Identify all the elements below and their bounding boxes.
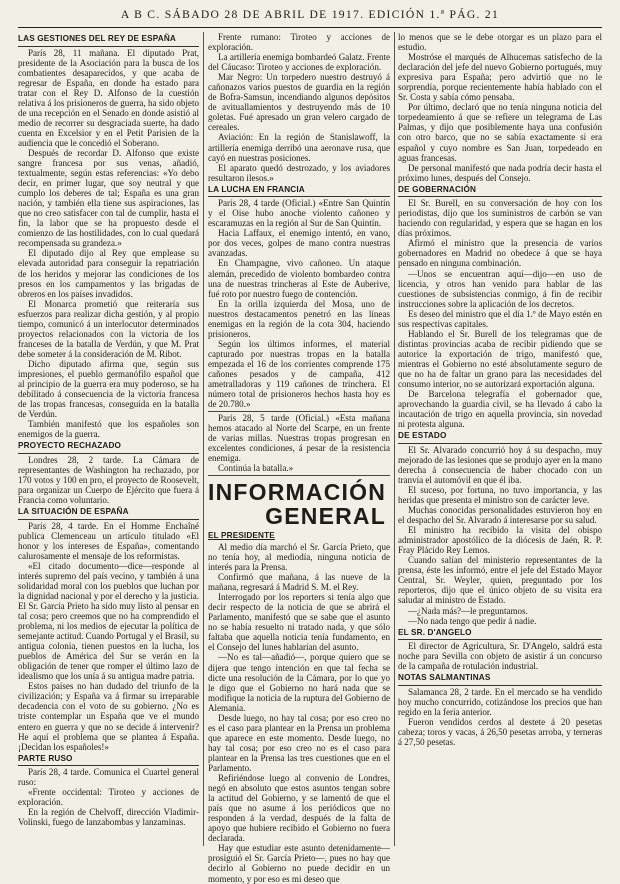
paragraph: París 28, 4 tarde. Comunica el Cuartel general ruso:: [18, 767, 199, 788]
paragraph: —No es tal—añadió—, porque quiero que se dijera que tengo intención en que tal fecha se dicte una resolución de la Cámara, por lo que yo le digo que el Gobierno no hará nada que se modifique la noticia de la ruptura del Gobierno de Alemania.: [208, 652, 390, 713]
paragraph: Mostróse el marqués de Alhucemas satisfecho de la declaración del jefe del nuevo Gobierno portugués, muy expresiva para España; pero advirtió que no le sorprendía, porque recientemente había hablado con el Sr. Costa y sabía cómo pensaba.: [398, 52, 602, 103]
paragraph: Dicho diputado afirma que, según sus impresiones, el pueblo germanófilo español que al principio de la guerra era muy poderoso, se ha debilitado á consecuencia de la victoria francesa de las tropas francesas, conseguida en la batalla de Verdún.: [18, 358, 199, 420]
paragraph: lo menos que se le debe otorgar es un plazo para el estudio.: [398, 32, 602, 53]
paragraph: El suceso, por fortuna, no tuvo importancia, y las heridas que presenta el ministro son de carácter leve.: [398, 484, 602, 506]
paragraph: Frente rumano: Tiroteo y acciones de exploración.: [208, 32, 390, 53]
paragraph: París 28, 4 tarde. En el Homme Enchaîné publica Clemenceau un artículo titulado «El honor y los intereses de España», comentando calurosamente el mensaje de los reformistas.: [18, 520, 199, 561]
paragraph: Al medio día marchó el Sr. García Prieto, que no tenía hoy, al mediodía, ninguna noticia de interés para la Prensa.: [208, 541, 390, 573]
paragraph: Confirmó que mañana, á las nueve de la mañana, regresará á Madrid S. M. el Rey.: [208, 572, 390, 593]
section-banner-informacion: INFORMACIÓN: [208, 479, 387, 506]
section-banner-general: GENERAL: [265, 503, 386, 530]
paragraph: Cuando salían del ministerio representantes de la prensa, éste les informó, entre el jefe del Estado Mayor Central, Sr. Weyler, quien, preguntado por los reporteros, dijo que el único objeto de su visita era saludar al ministro de Estado.: [398, 555, 602, 606]
paragraph: Salamanca 28, 2 tarde. En el mercado se ha vendido hoy mucho concurrido, cotizándose los precios que han regido en la feria anterior.: [398, 686, 602, 717]
paragraph: Después de recordar D. Alfonso que existe sangre francesa por sus venas, añadió, textualmente, según estas referencias: «Yo debo decir, en primer lugar, que soy neutral y que cumplo los deberes de tal; España es una gran nación, y también ella tiene sus aspiraciones, las que no creo satisfacer con tal de cumplir, hasta el fin, la labor que se ha propuesto desde el comienzo de las hostilidades, con lo cual quedará recompensada su grandeza.»: [18, 147, 199, 249]
headline-sr-dangelo: EL SR. D'ANGELO: [398, 628, 602, 641]
paragraph: —Unos se encuentran aquí—dijo—en uso de licencia, y otros han venido para hablar de las cuestiones de subsistencias conmigo, á fin de recibir instrucciones sobre la aplicación de los decretos.: [398, 268, 602, 309]
paragraph: Afirmó el ministro que la presencia de varios gobernadores en Madrid no obedece á que se haya pensado en ninguna combinación.: [398, 238, 602, 269]
paragraph: Hay que estudiar este asunto detenidamente—prosiguió el Sr. García Prieto—, pues no hay que decirlo al Gobierno no puede decidir en un momento, y por eso es mi deseo que: [208, 843, 390, 884]
paragraph: París 28, 4 tarde (Oficial.) «Entre San Quintín y el Oise hubo anoche violento cañoneo y escaramuzas en la región al Sur de San Quintín.: [208, 198, 390, 229]
paragraph: Hacia Laffaux, el enemigo intentó, en vano, por dos veces, golpes de mano contra nuestras avanzadas.: [208, 228, 390, 259]
paragraph: El Monarca prometió que reiteraría sus esfuerzos para realizar dicha gestión, y al propio tiempo, comunicó á un interlocutor determinados proyectos relacionados con la victoria de los franceses de la batalla de Verdún, y que M. Prat debe someter á la consideración de M. Ribot.: [18, 298, 199, 359]
paragraph: Mar Negro: Un torpedero nuestro destruyó á cañonazos varios puestos de guardia en la región de Bofra-Samsun, incendiando algunos depósitos de avituallamientos y destruyendo más de 10 goletas. Fué apresado un gran velero cargado de cereales.: [208, 72, 390, 133]
paragraph: París 28, 5 tarde (Oficial.) «Esta mañana hemos atacado al Norte del Scarpe, en un frente de varias millas. Nuestras tropas progresan en excelentes condiciones, á pesar de la resistencia enemiga.: [208, 413, 390, 464]
paragraph: El Sr. Burell, en su conversación de hoy con los periodistas, dijo que los suministros de carbón se van haciendo con regularidad, y espera que se hagan en los días próximos.: [398, 198, 602, 239]
paragraph: El Sr. Alvarado concurrió hoy á su despacho, muy mejorado de las lesiones que se produjo ayer en la mano derecha á consecuencia de haber chocado con un tranvía el automóvil en que él iba.: [398, 444, 602, 485]
paragraph: En la orilla izquierda del Mosa, uno de nuestros destacamentos penetró en las líneas enemigas en la región de la cota 304, haciendo prisioneros.: [208, 298, 390, 339]
headline-lucha-francia: LA LUCHA EN FRANCIA: [208, 185, 390, 198]
headline-notas-salmantinas: NOTAS SALMANTINAS: [398, 673, 602, 686]
column-1: [18, 32, 199, 846]
paragraph: Por último, declaró que no tenía ninguna noticia del torpedeamiento á que se refiere un telegrama de Las Palmas, y dijo que posiblemente haya una confusión con otro barco, que no se sabía exactamente si era español y cuyo nombre es San Juan, torpedeado en aguas francesas.: [398, 102, 602, 163]
paragraph: También manifestó que los españoles son enemigos de la guerra.: [18, 419, 199, 440]
paragraph: Hablando el Sr. Burell de los telegramas que de distintas provincias acaba de recibir pidiendo que se autorice la exportación de trigo, manifestó que, mientras el Gobierno no esté absolutamente seguro de que no ha de faltar un grano para las necesidades del consumo interior, no se autorizará exportación alguna.: [398, 328, 602, 390]
paragraph: De Barcelona telegrafía el gobernador que, aprovechando la guardia civil, se ha llevado á cabo la incautación de trigo en aquella provincia, sin novedad ni protesta alguna.: [398, 389, 602, 430]
paragraph: Aviación: En la región de Stanislawoff, la artillería enemiga derribó una aeronave rusa, que cayó en nuestras posiciones.: [208, 132, 390, 163]
headline-de-estado: DE ESTADO: [398, 431, 602, 444]
headline-gestiones-rey: LAS GESTIONES DEL REY DE ESPAÑA: [18, 34, 199, 47]
section-divider: [208, 475, 390, 476]
paragraph: De personal manifestó que nada podría decir hasta el próximo lunes, después del Consejo.: [398, 162, 602, 183]
paragraph: Es deseo del ministro que el día 1.º de Mayo estén en sus respectivas capitales.: [398, 308, 602, 329]
paragraph: «Frente occidental: Tiroteo y acciones de exploración.: [18, 787, 199, 808]
paragraph: Estos países no han dudado del triunfo de la civilización; y España va á firmar su irreparable decadencia con el voto de su gobierno. ¿No es triste contemplar un España que ve el mundo entero en guerra y que no se decide á intervenir? He aquí el problema que se plantea á España. ¡Decidan los españoles!»: [18, 681, 199, 752]
headline-parte-ruso: PARTE RUSO: [18, 754, 199, 767]
paragraph: París 28, 11 mañana. El diputado Prat, presidente de la Asociación para la busca de los combatientes desaparecidos, y que acaba de regresar de España, en donde ha estado para tratar con el Rey D. Alfonso de la cuestión relativa á los prisioneros de guerra, ha sido objeto de una recepción en el Senado en donde asistió al medio de recorrer su desgraciada suerte, ha dado cuenta en Excelsior y en el Petit Parisien de la audiencia que le concedió el Soberano.: [18, 47, 199, 148]
paragraph: El aparato quedó destrozado, y los aviadores resultaron ilesos.»: [208, 162, 390, 183]
headline-el-presidente: EL PRESIDENTE: [208, 531, 275, 541]
paragraph: Continúa la batalla.»: [218, 463, 294, 474]
paragraph: Londres 28, 2 tarde. La Cámara de representantes de Washington ha rechazado, por 170 votos y 100 en pro, el proyecto de Roosevelt, para organizar un Cuerpo de Ejército que fuera á Francia como voluntario.: [18, 454, 199, 506]
paragraph: En la región de Chelvoff, dirección Vladimir-Volinski, fuego de lanzabombas y lanzaminas.: [18, 807, 199, 828]
paragraph: Fueron vendidos cerdos al destete á 20 pesetas cabeza; toros y vacas, á 26,50 pesetas arroba, y terneras á 27,50 pesetas.: [398, 716, 602, 747]
paragraph: La artillería enemiga bombardeó Galatz. Frente del Cáucaso: Tiroteo y acciones de exploración.: [208, 52, 390, 73]
headline-situacion-espana: LA SITUACIÓN DE ESPAÑA: [18, 507, 199, 520]
paragraph: El director de Agricultura, Sr. D'Angelo, saldrá esta noche para Sevilla con objeto de asistir á un concurso de la campaña de rotulación industrial.: [398, 641, 602, 672]
section-divider: [208, 411, 390, 412]
paragraph: El ministro ha recibido la visita del obispo administrador apostólico de la diócesis de Jaén, R. P. Fray Plácido Rey Lemos.: [398, 525, 602, 556]
headline-proyecto-rechazado: PROYECTO RECHAZADO: [18, 441, 199, 454]
column-3: [398, 32, 602, 846]
headline-de-gobernacion: DE GOBERNACIÓN: [398, 185, 602, 198]
column-2: [208, 32, 390, 884]
paragraph: En Champagne, vivo cañoneo. Un ataque alemán, precedido de violento bombardeo contra una de nuestras trincheras al Este de Auberive, fué roto por nuestro fuego de contención.: [208, 258, 390, 299]
paragraph: —No nada tengo que pedir á nadie.: [408, 615, 537, 626]
column-rule-2: [394, 32, 395, 846]
column-rule-1: [203, 32, 204, 846]
paragraph: Muchas conocidas personalidades estuvieron hoy en el despacho del Sr. Alvarado á interesarse por su salud.: [398, 505, 602, 526]
paragraph: —¿Nada más?—le preguntamos.: [408, 605, 528, 616]
paragraph: Refiriéndose luego al convenio de Londres, negó en absoluto que estos asuntos tengan sobre la actitud del Gobierno, y se lamentó de que el país que no asume á los periódicos que no responden á la verdad, después de la falta de apoyo que hubiere recibido el Gobierno no fuera declarada.: [208, 773, 390, 844]
paragraph: Según los últimos informes, el material capturado por nuestras tropas en la batalla empezada el 16 de los corrientes comprende 175 cañones pesados y de campaña, 412 ametralladoras y 119 cañones de trinchera. El número total de prisioneros hechos hasta hoy es de 20.780.»: [208, 338, 390, 410]
paragraph: El diputado dijo al Rey que emplease su elevada autoridad para conseguir la repatriación de los heridos y mejorar las condiciones de los presos en los campamentos y las brigadas de obreros en los países invadidos.: [18, 248, 199, 299]
paragraph: «El citado documento—dice—responde al interés supremo del país vecino, y también á una solidaridad moral con los pueblos que luchan por la dignidad nacional y por el derecho y la justicia. El Sr. García Prieto ha sido muy listo al pensar en tal cosa; pero creemos que no ha comprendido el problema, ni los medios de ejecutar la política de semejante actitud. Cuando Portugal y el Brasil, su antigua colonia, tienen puestos en la lucha, los pueblos de América del Sur se verán en la obligación de tener que romper el último lazo de idealismo que los unía á su antigua madre patria.: [18, 560, 199, 682]
paragraph: Interrogado por los reporters si tenía algo que decir respecto de la noticia de que se abrirá el Parlamento, manifestó que se sabe que el asunto no se había resuelto ni tratado nada, y que sólo faltaba que aquella noticia tenía fundamento, en el Consejo del lunes hablarían del asunto.: [208, 592, 390, 653]
paragraph: Desde luego, no hay tal cosa; por eso creo no es el caso para plantear en la Prensa un problema que aparece en este momento. Desde luego, no hay tal cosa; por eso creo no es el caso para plantear en la Prensa las tres cuestiones que en el Parlamento.: [208, 712, 390, 773]
running-header: A B C. SÁBADO 28 DE ABRIL DE 1917. EDICIÓN 1.ª PÁG. 21: [18, 4, 602, 28]
